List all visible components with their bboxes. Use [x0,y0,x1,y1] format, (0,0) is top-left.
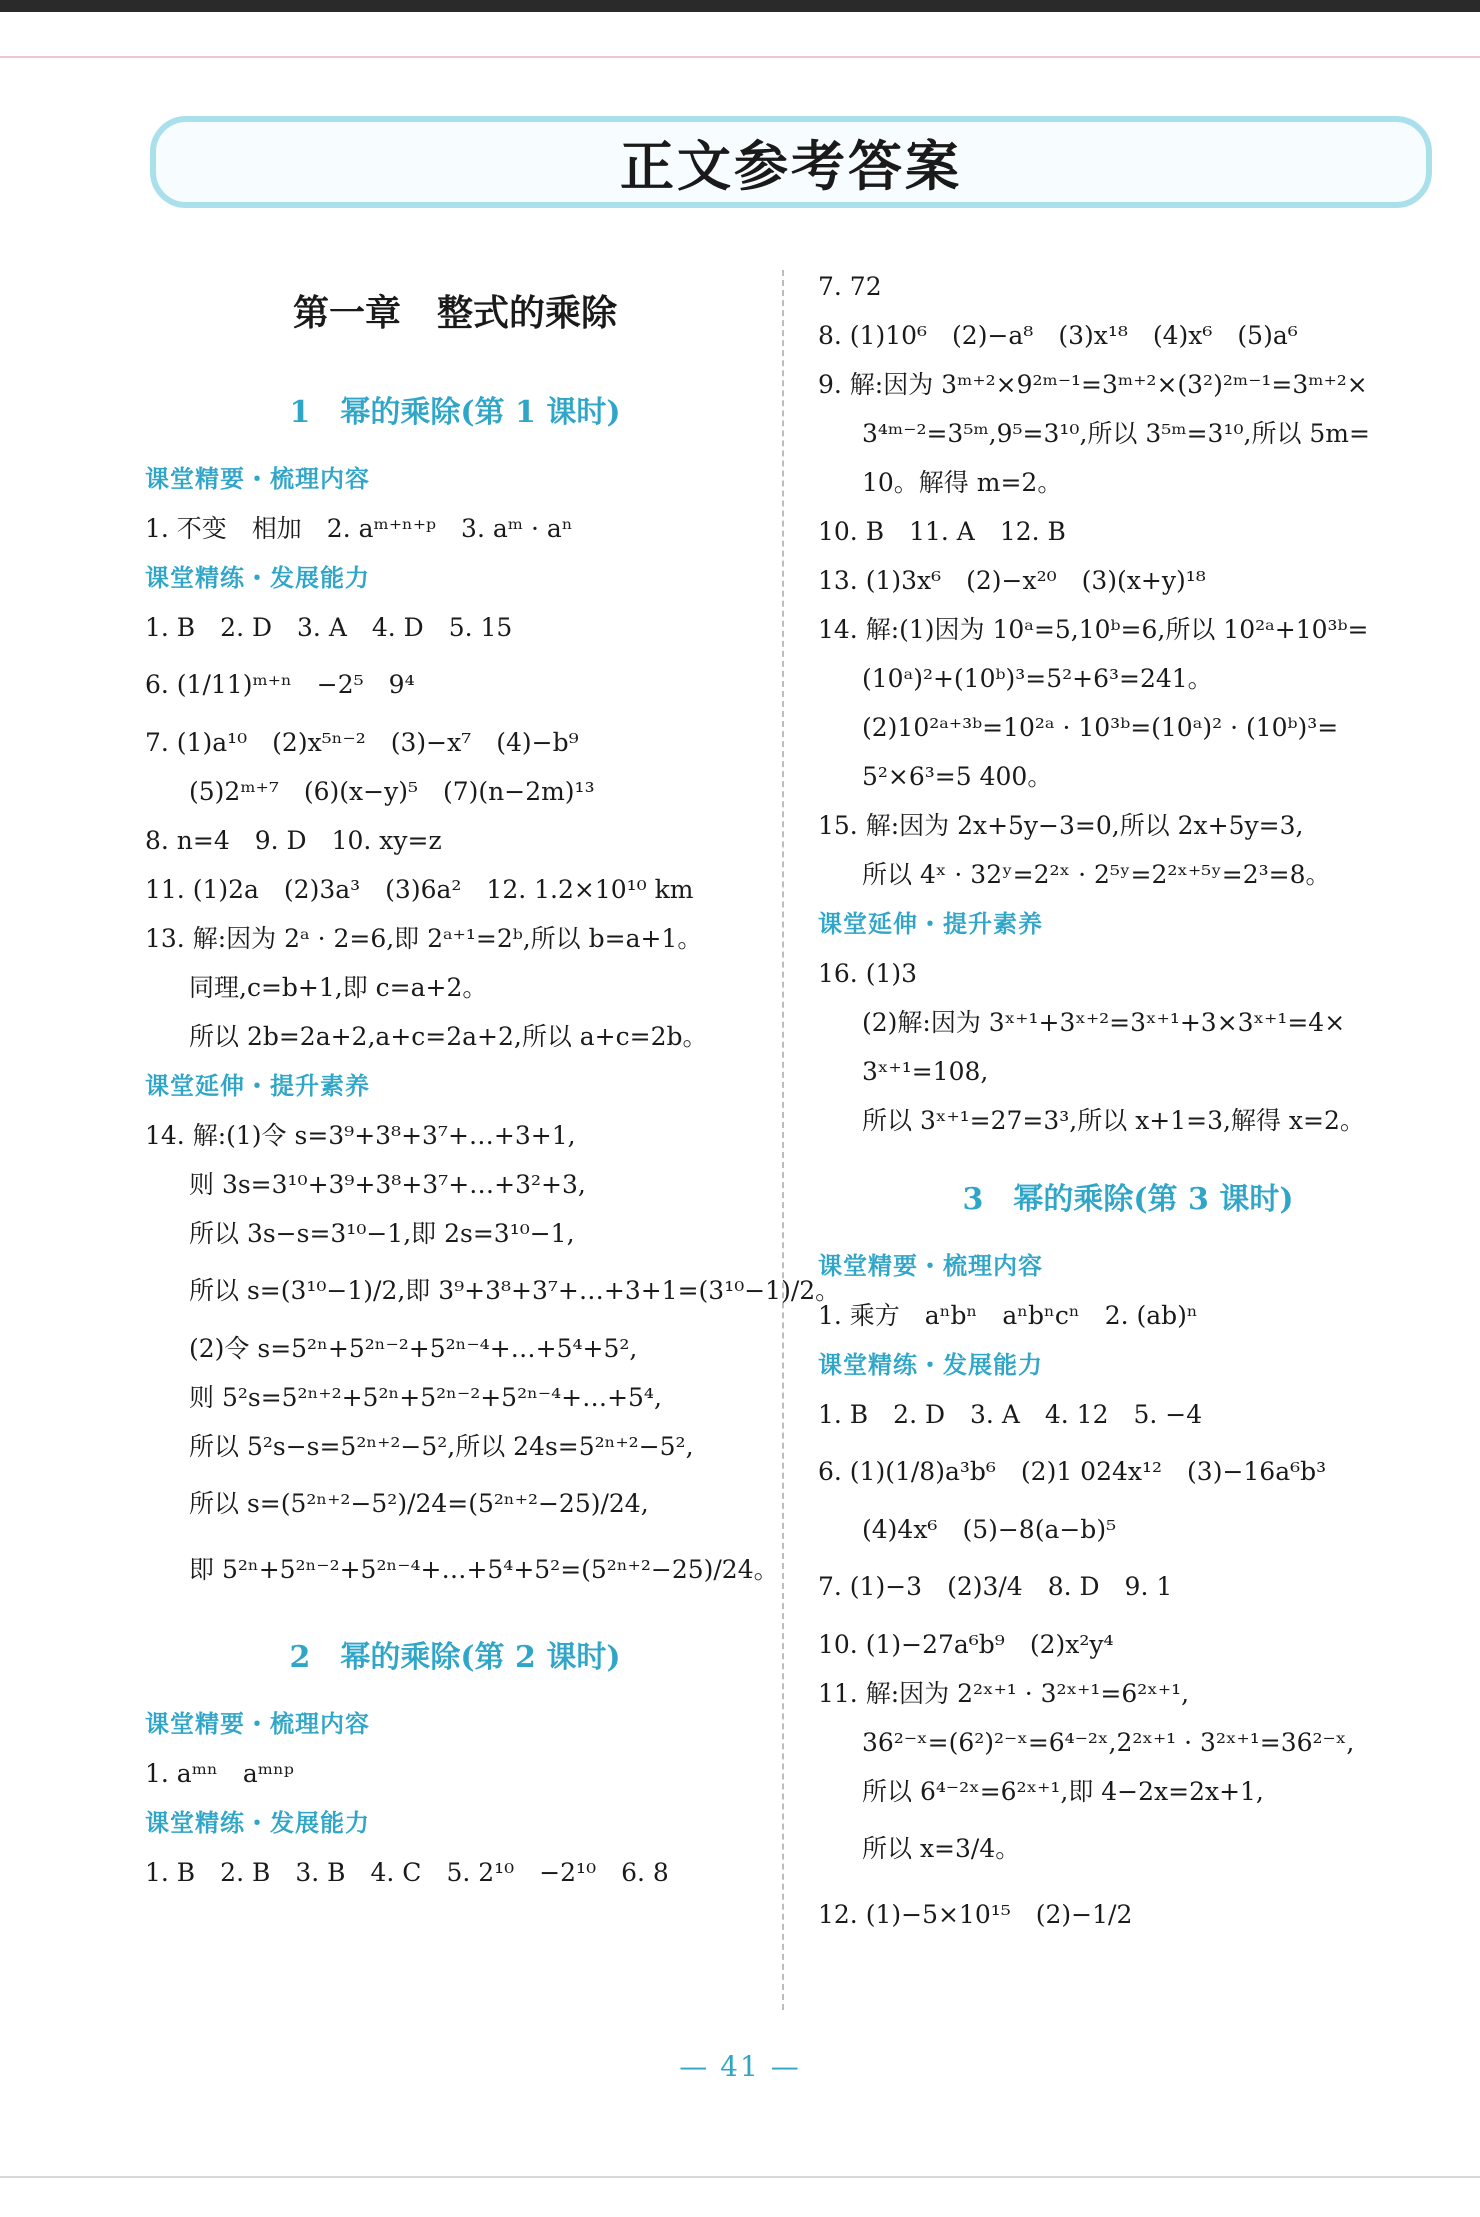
chapter-heading: 第一章 整式的乘除 [292,292,617,334]
answer-line: 10. (1)−27a⁶b⁹ (2)x²y⁴ [818,1630,1114,1659]
section-heading: 课堂精要・梳理内容 [818,1252,1043,1280]
answer-line: 11. (1)2a (2)3a³ (3)6a² 12. 1.2×10¹⁰ km [145,875,694,904]
top-rule [0,56,1480,58]
answer-line: 同理,c=b+1,即 c=a+2。 [189,973,488,1002]
lesson-heading: 1 幂的乘除(第 1 课时) [289,395,621,430]
right-column [818,262,1438,1948]
answer-line: 1. 不变 相加 2. aᵐ⁺ⁿ⁺ᵖ 3. aᵐ · aⁿ [145,514,573,543]
answer-line: 所以 x=3/4。 [862,1834,1021,1863]
answer-line: 13. (1)3x⁶ (2)−x²⁰ (3)(x+y)¹⁸ [818,566,1206,595]
answer-line: 所以 2b=2a+2,a+c=2a+2,所以 a+c=2b。 [189,1022,708,1051]
lesson-heading: 3 幂的乘除(第 3 课时) [962,1182,1294,1217]
section-heading: 课堂精练・发展能力 [818,1351,1043,1379]
answer-line: 14. 解:(1)令 s=3⁹+3⁸+3⁷+…+3+1, [145,1121,576,1150]
answer-line: (4)4x⁶ (5)−8(a−b)⁵ [862,1515,1117,1544]
answer-line: (5)2ᵐ⁺⁷ (6)(x−y)⁵ (7)(n−2m)¹³ [189,777,595,806]
answer-line: 16. (1)3 [818,959,918,988]
column-divider [782,270,784,2010]
answer-line: 所以 6⁴⁻²ˣ=6²ˣ⁺¹,即 4−2x=2x+1, [862,1777,1264,1806]
answer-line: 7. (1)−3 (2)3/4 8. D 9. 1 [818,1572,1173,1601]
answer-line: 1. aᵐⁿ aᵐⁿᵖ [145,1759,294,1788]
answer-line: 所以 s=(3¹⁰−1)/2,即 3⁹+3⁸+3⁷+…+3+1=(3¹⁰−1)/2。 [189,1276,841,1305]
banner-title: 正文参考答案 [620,133,962,198]
answer-line: 则 5²s=5²ⁿ⁺²+5²ⁿ+5²ⁿ⁻²+5²ⁿ⁻⁴+…+5⁴, [189,1383,662,1412]
answer-line: 7. 72 [818,272,882,301]
answer-line: 6. (1)(1/8)a³b⁶ (2)1 024x¹² (3)−16a⁶b³ [818,1457,1327,1486]
answer-line: 6. (1/11)ᵐ⁺ⁿ −2⁵ 9⁴ [145,670,415,699]
answer-line: 15. 解:因为 2x+5y−3=0,所以 2x+5y=3, [818,811,1304,840]
answer-line: 所以 5²s−s=5²ⁿ⁺²−5²,所以 24s=5²ⁿ⁺²−5², [189,1432,694,1461]
answer-line: (2)10²ᵃ⁺³ᵇ=10²ᵃ · 10³ᵇ=(10ᵃ)² · (10ᵇ)³= [862,713,1339,742]
answer-line: 即 5²ⁿ+5²ⁿ⁻²+5²ⁿ⁻⁴+…+5⁴+5²=(5²ⁿ⁺²−25)/24。 [189,1555,779,1584]
answer-line: 10。解得 m=2。 [862,468,1063,497]
answer-line: (10ᵃ)²+(10ᵇ)³=5²+6³=241。 [862,664,1213,693]
answer-line: 1. B 2. D 3. A 4. 12 5. −4 [818,1400,1203,1429]
section-heading: 课堂延伸・提升素养 [145,1072,370,1100]
answer-line: 14. 解:(1)因为 10ᵃ=5,10ᵇ=6,所以 10²ᵃ+10³ᵇ= [818,615,1369,644]
answer-line: 所以 3ˣ⁺¹=27=3³,所以 x+1=3,解得 x=2。 [862,1106,1365,1135]
answer-line: (2)令 s=5²ⁿ+5²ⁿ⁻²+5²ⁿ⁻⁴+…+5⁴+5², [189,1334,638,1363]
answer-line: 9. 解:因为 3ᵐ⁺²×9²ᵐ⁻¹=3ᵐ⁺²×(3²)²ᵐ⁻¹=3ᵐ⁺²× [818,370,1368,399]
answer-line: 1. 乘方 aⁿbⁿ aⁿbⁿcⁿ 2. (ab)ⁿ [818,1301,1198,1330]
answer-line: 8. n=4 9. D 10. xy=z [145,826,442,855]
answer-line: 13. 解:因为 2ᵃ · 2=6,即 2ᵃ⁺¹=2ᵇ,所以 b=a+1。 [145,924,703,953]
answer-line: 3ˣ⁺¹=108, [862,1057,989,1086]
answer-line: 36²⁻ˣ=(6²)²⁻ˣ=6⁴⁻²ˣ,2²ˣ⁺¹ · 3²ˣ⁺¹=36²⁻ˣ, [862,1728,1355,1757]
answer-line: 5²×6³=5 400。 [862,762,1053,791]
answer-line: 7. (1)a¹⁰ (2)x⁵ⁿ⁻² (3)−x⁷ (4)−b⁹ [145,728,579,757]
bottom-rule [0,2176,1480,2178]
answer-line: 所以 3s−s=3¹⁰−1,即 2s=3¹⁰−1, [189,1219,575,1248]
answer-line: (2)解:因为 3ˣ⁺¹+3ˣ⁺²=3ˣ⁺¹+3×3ˣ⁺¹=4× [862,1008,1346,1037]
left-column [145,262,841,1897]
section-heading: 课堂精要・梳理内容 [145,1710,370,1738]
answer-line: 所以 s=(5²ⁿ⁺²−5²)/24=(5²ⁿ⁺²−25)/24, [189,1489,649,1518]
section-heading: 课堂延伸・提升素养 [818,910,1043,938]
section-heading: 课堂精练・发展能力 [145,1809,370,1837]
lesson-heading: 2 幂的乘除(第 2 课时) [289,1640,621,1675]
answer-line: 8. (1)10⁶ (2)−a⁸ (3)x¹⁸ (4)x⁶ (5)a⁶ [818,321,1298,350]
answer-line: 12. (1)−5×10¹⁵ (2)−1/2 [818,1900,1133,1929]
answer-line: 1. B 2. B 3. B 4. C 5. 2¹⁰ −2¹⁰ 6. 8 [145,1858,669,1887]
top-edge-bar [0,0,1480,12]
answer-line: 所以 4ˣ · 32ʸ=2²ˣ · 2⁵ʸ=2²ˣ⁺⁵ʸ=2³=8。 [862,860,1331,889]
answer-line: 10. B 11. A 12. B [818,517,1066,546]
section-heading: 课堂精练・发展能力 [145,564,370,592]
answer-line: 1. B 2. D 3. A 4. D 5. 15 [145,613,513,642]
section-heading: 课堂精要・梳理内容 [145,465,370,493]
answer-line: 11. 解:因为 2²ˣ⁺¹ · 3²ˣ⁺¹=6²ˣ⁺¹, [818,1679,1190,1708]
answer-line: 3⁴ᵐ⁻²=3⁵ᵐ,9⁵=3¹⁰,所以 3⁵ᵐ=3¹⁰,所以 5m= [862,419,1370,448]
answer-line: 则 3s=3¹⁰+3⁹+3⁸+3⁷+…+3²+3, [189,1170,586,1199]
page-number: — 41 — [679,2050,801,2083]
